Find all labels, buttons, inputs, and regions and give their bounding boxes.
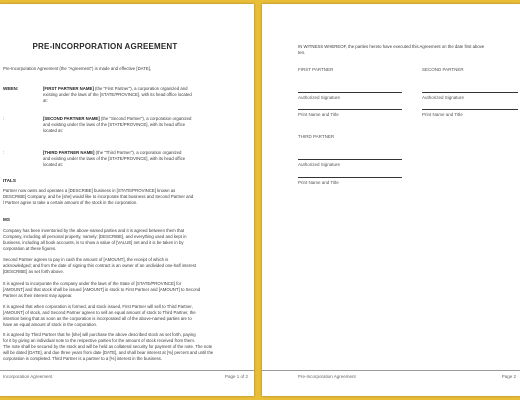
terms-line: acknowledged; and from the date of signing this contract is an owner of an undivided one-half interest	[3, 263, 197, 268]
terms-line: Company has been inventoried by the above-named parties and it is agreed between them that	[3, 228, 185, 233]
intro-text: Pre-Incorporation Agreement (the "Agreement") is made and effective [DATE],	[3, 66, 152, 71]
second-partner-heading: SECOND PARTNER	[422, 67, 464, 72]
second-partner-line2: and existing under the laws of the [STATE/PROVINCE], with its head office	[43, 122, 186, 127]
terms-line: It is agreed to incorporate the company under the laws of the State of [STATE/PROVINCE] for	[3, 281, 182, 286]
signature-line	[422, 92, 518, 93]
terms-line: have an equal amount of stock in the corporation.	[3, 322, 98, 327]
second-partner-name: [SECOND PARTNER NAME]	[43, 116, 100, 121]
terms-line: [AMOUNT] of stock, and Second Partner agrees to sell an equal amount of stock to Third Partner, the	[3, 310, 196, 315]
terms-heading: MS	[3, 217, 10, 222]
terms-line: The note shall be secured by the stock and will be held as collateral security for payment of the note. The note	[3, 344, 213, 349]
footer-divider	[0, 370, 254, 371]
third-partner-heading: THIRD PARTNER	[298, 134, 335, 139]
terms-line: for it by giving an individual note to the respective parties for the amount of stock received from them.	[3, 338, 196, 343]
print-name-line	[422, 109, 518, 110]
terms-line: intention being that as soon as the corporation is incorporated all of the above-named parties are to	[3, 316, 192, 321]
first-partner-line3: at:	[43, 98, 48, 103]
terms-line: Partner as their interest may appear.	[3, 293, 73, 298]
footer-divider	[262, 370, 520, 371]
footer-page-number: Page 1 of 2	[224, 374, 248, 379]
authorized-signature-label: Authorized Signature	[422, 95, 465, 100]
recitals-line: Partner now owns and operates a [DESCRIBE] business in [STATE/PROVINCE] known as	[3, 188, 176, 193]
print-name-line	[298, 109, 402, 110]
first-partner-name: [FIRST PARTNER NAME]	[43, 86, 94, 91]
and-label-2: :	[3, 150, 5, 155]
footer-page-number: Page 2	[501, 374, 516, 379]
print-name-label: Print Name and Title	[422, 112, 463, 117]
terms-line: business, including all book accounts, is to show a value of [VALUE] net and it is be taken in by	[3, 240, 184, 245]
footer-doc-name: Incorporation Agreement	[3, 374, 53, 379]
print-name-label: Print Name and Title	[298, 112, 339, 117]
third-partner-line2: and existing under the laws of the [STATE/PROVINCE], with its head office	[43, 156, 186, 161]
terms-line: corporation at these figures.	[3, 246, 57, 251]
terms-line: It is agreed that when corporation is formed, and stock issued, First Partner will sell to Third Partner,	[3, 304, 193, 309]
terms-line: [DESCRIBE] as set forth above.	[3, 269, 64, 274]
terms-line: Second Partner agrees to pay in cash the amount of [AMOUNT], the receipt of which is	[3, 257, 169, 262]
footer-doc-name: Pre-Incorporation Agreement	[298, 374, 356, 379]
witness-text: IN WITNESS WHEREOF, the parties hereto have executed this Agreement on the date first above	[298, 44, 485, 49]
recitals-line: DESCRIBE] Company, and he [she] would like to incorporate that business and Second Partner and	[3, 194, 194, 199]
authorized-signature-label: Authorized Signature	[298, 95, 341, 100]
recitals-line: l Partner agree to take a certain amount of the stock in the corporation.	[3, 200, 138, 205]
first-partner-desc: (the "First Partner"), a corporation organized and	[93, 86, 188, 91]
witness-text-cont: ten.	[298, 50, 306, 55]
print-name-label: Print Name and Title	[298, 180, 339, 185]
page-title: PRE-INCORPORATION AGREEMENT	[32, 42, 178, 51]
signature-line	[298, 159, 402, 160]
second-partner-line3: located at:	[43, 128, 63, 133]
document-page-2	[262, 4, 520, 396]
and-label-1: :	[3, 116, 5, 121]
terms-line: Company, including all personal property, namely: [DESCRIBE], and everything used and kept in	[3, 234, 187, 239]
third-partner-name: [THIRD PARTNER NAME]	[43, 150, 95, 155]
authorized-signature-label: Authorized Signature	[298, 162, 341, 167]
terms-line: It is agreed by Third Partner that he [she] will purchase the above described stock as set forth, paying	[3, 332, 196, 337]
third-partner-desc: (the "Third Partner"), a corporation organized	[94, 150, 182, 155]
print-name-line	[298, 177, 402, 178]
signature-line	[298, 92, 402, 93]
between-label: WEEN:	[3, 86, 19, 91]
first-partner-line2: existing under the laws of the [STATE/PROVINCE], with its head office located	[43, 92, 192, 97]
third-partner-line3: located at:	[43, 162, 63, 167]
second-partner-desc: (the "Second Partner"), a corporation organized	[99, 116, 192, 121]
recitals-heading: ITALS	[3, 178, 16, 183]
first-partner-heading: FIRST PARTNER	[298, 67, 334, 72]
terms-line: [AMOUNT] and that stock shall be issued [AMOUNT] in stock to First Partner and [AMOUNT] to Second	[3, 287, 201, 292]
terms-line: corporation is completed. Third Partner is a partner to a [%] interest in the business.	[3, 356, 162, 361]
document-page-1	[0, 4, 254, 396]
terms-line: will be dated [DATE], and due three years from date [DATE], and shall bear interest at [%] percent and until the	[3, 350, 214, 355]
